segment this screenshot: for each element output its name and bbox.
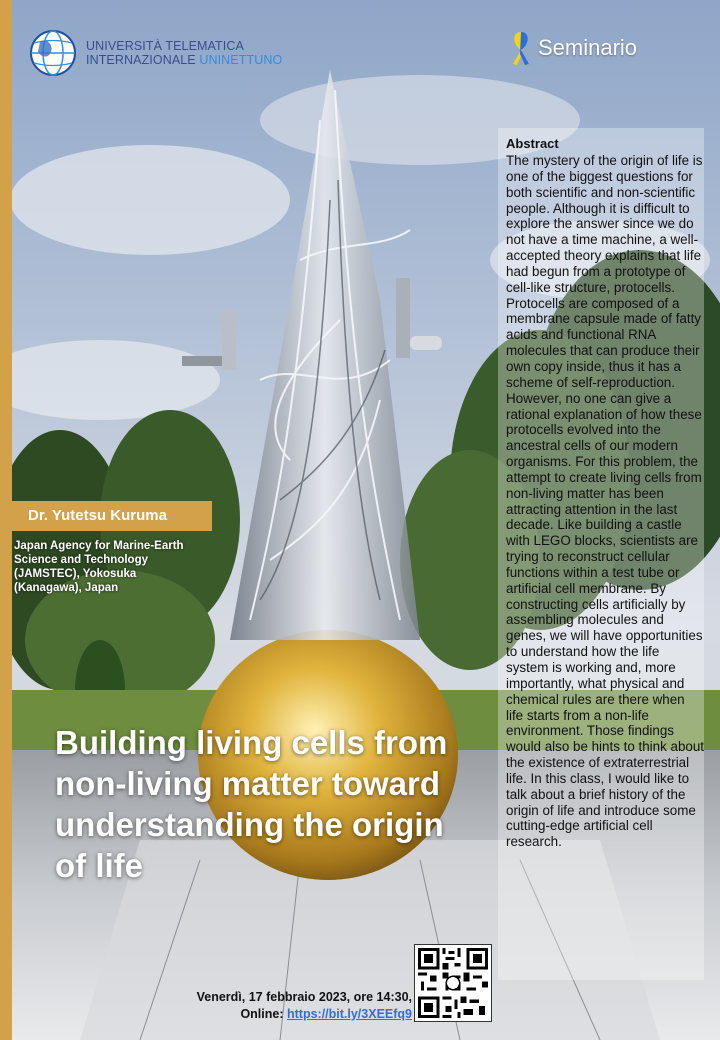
event-online <box>140 1006 412 1023</box>
event-date: Venerdì, 17 febbraio 2023, ore 14:30, <box>196 990 412 1004</box>
speaker-name: Dr. Yutetsu Kuruma <box>28 507 167 524</box>
university-name <box>86 39 282 67</box>
event-details <box>140 989 412 1023</box>
university-name-line1: UNIVERSITÀ TELEMATICA <box>86 39 244 53</box>
online-label: Online: <box>240 1007 287 1021</box>
university-name-line2 <box>86 53 282 67</box>
abstract-text: The mystery of the origin of life is one of the biggest questions for both scientific and non-scientific people. Although it is difficult to explore the answer since we do not have a time machine, a well-accepted theory explains that life had begun from a prototype of cell-like structure, protocells. Protocells are composed of a membrane capsule made of fatty acids and functional RNA molecules that can produce their own copy inside, thus it has a scheme of self-reproduction. However, no one can give a rational explanation of how these protocells evolved into the ancestral cells of our modern organisms. For this problem, the attempt to create living cells from non-living matter has been attracting attention in the last decade. Like building a castle with LEGO blocks, scientists are trying to reconstruct cellular functions within a test tube or artificial cell membrane. By constructing cells artificially by assembling molecules and genes, we will have opportunities to understand how the life system is working and, more importantly, what physical and chemical rules are there when life starts from a non-life environment. Those findings would also be hints to think about the existence of extraterrestrial life. In this class, I would like to talk about a brief history of the origin of life and introduce some cutting-edge artificial cell research. <box>506 153 705 850</box>
seminar-badge <box>508 30 637 66</box>
speaker-name-bar <box>12 501 212 531</box>
abstract-panel <box>498 128 704 980</box>
university-name-accent: UNINETTUNO <box>199 53 283 67</box>
speaker-affiliation: Japan Agency for Marine-Earth Science and Technology (JAMSTEC), Yokosuka (Kanagawa), Japan <box>14 540 184 594</box>
globe-icon <box>28 28 78 78</box>
university-logo[interactable] <box>28 28 282 78</box>
qr-code[interactable] <box>414 944 492 1022</box>
qr-code-icon <box>415 945 491 1021</box>
abstract-heading: Abstract <box>506 136 559 151</box>
seminar-label: Seminario <box>538 35 638 60</box>
ribbon-icon <box>508 30 534 66</box>
university-name-prefix: INTERNAZIONALE <box>86 53 200 67</box>
online-link[interactable]: https://bit.ly/3XEEfq9 <box>286 1007 412 1021</box>
seminar-title: Building living cells from non-living matter toward understanding the origin of life <box>55 724 448 884</box>
accent-sidebar <box>0 0 12 1040</box>
